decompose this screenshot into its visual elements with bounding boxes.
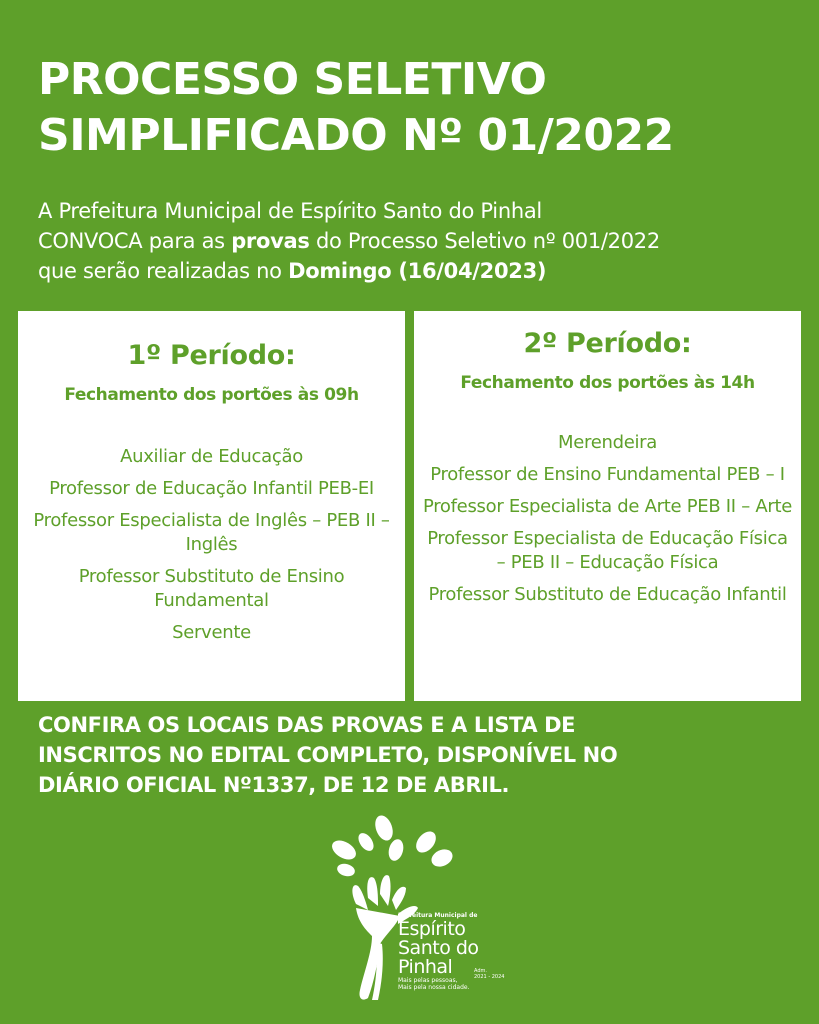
- logo-tagline-1: Mais pelas pessoas,: [398, 977, 458, 984]
- intro-line-2-pre: CONVOCA para as: [38, 229, 232, 253]
- list-item: Professor Substituto de Educação Infantil: [428, 584, 787, 605]
- logo-wordmark: [398, 912, 505, 991]
- page-title: [38, 52, 798, 164]
- title-line-1: PROCESSO SELETIVO: [38, 54, 547, 105]
- list-item: Professor Especialista de Arte PEB II – Arte: [422, 496, 793, 517]
- intro-line-3-pre: que serão realizadas no: [38, 259, 289, 283]
- intro-line-2-bold: provas: [231, 229, 310, 253]
- title-line-2: SIMPLIFICADO Nº 01/2022: [38, 110, 674, 161]
- period-2-job-list: [422, 431, 793, 607]
- notice-line-3: DIÁRIO OFICIAL Nº1337, DE 12 DE ABRIL.: [38, 773, 510, 797]
- list-item: Professor de Ensino Fundamental PEB – I: [430, 464, 785, 485]
- logo-small-text: Prefeitura Municipal de: [398, 912, 478, 919]
- period-1-job-list: [26, 445, 397, 645]
- logo-tagline-2: Mais pela nossa cidade.: [398, 984, 470, 991]
- intro-text: [38, 196, 798, 286]
- intro-line-3: [38, 256, 798, 286]
- period-1-gate-time: Fechamento dos portões às 09h: [64, 385, 359, 405]
- list-item: Professor de Educação Infantil PEB-EI: [49, 478, 374, 499]
- logo-adm-label: Adm.: [474, 968, 487, 974]
- notice-line-2: INSCRITOS NO EDITAL COMPLETO, DISPONÍVEL NO: [38, 743, 618, 767]
- list-item: Professor Substituto de Ensino Fundamental: [78, 566, 345, 611]
- logo-line-3: Pinhal: [398, 956, 453, 978]
- list-item: Professor Especialista de Inglês – PEB II – Inglês: [33, 510, 390, 555]
- logo-line-2: Santo do: [398, 937, 479, 959]
- list-item: Merendeira: [557, 432, 658, 453]
- logo-adm: [474, 968, 504, 980]
- notice-text: [38, 710, 798, 800]
- intro-line-2-post: do Processo Seletivo nº 001/2022: [309, 229, 660, 253]
- notice-line-1: CONFIRA OS LOCAIS DAS PROVAS E A LISTA DE: [38, 713, 576, 737]
- list-item: Professor Especialista de Educação Física – PEB II – Educação Física: [427, 528, 788, 573]
- list-item: Auxiliar de Educação: [120, 446, 303, 467]
- logo-adm-years: 2021 - 2024: [474, 974, 505, 980]
- period-2-gate-time: Fechamento dos portões às 14h: [460, 373, 755, 393]
- intro-line-1: A Prefeitura Municipal de Espírito Santo do Pinhal: [38, 199, 542, 223]
- period-1-title: 1º Período:: [127, 340, 296, 371]
- period-2-title: 2º Período:: [523, 328, 692, 359]
- period-2-card: [414, 311, 801, 701]
- intro-line-3-bold: Domingo (16/04/2023): [288, 259, 547, 283]
- logo-line-1: Espírito: [398, 918, 466, 940]
- list-item: Servente: [172, 622, 251, 643]
- period-1-card: [18, 311, 405, 701]
- intro-line-2: [38, 226, 798, 256]
